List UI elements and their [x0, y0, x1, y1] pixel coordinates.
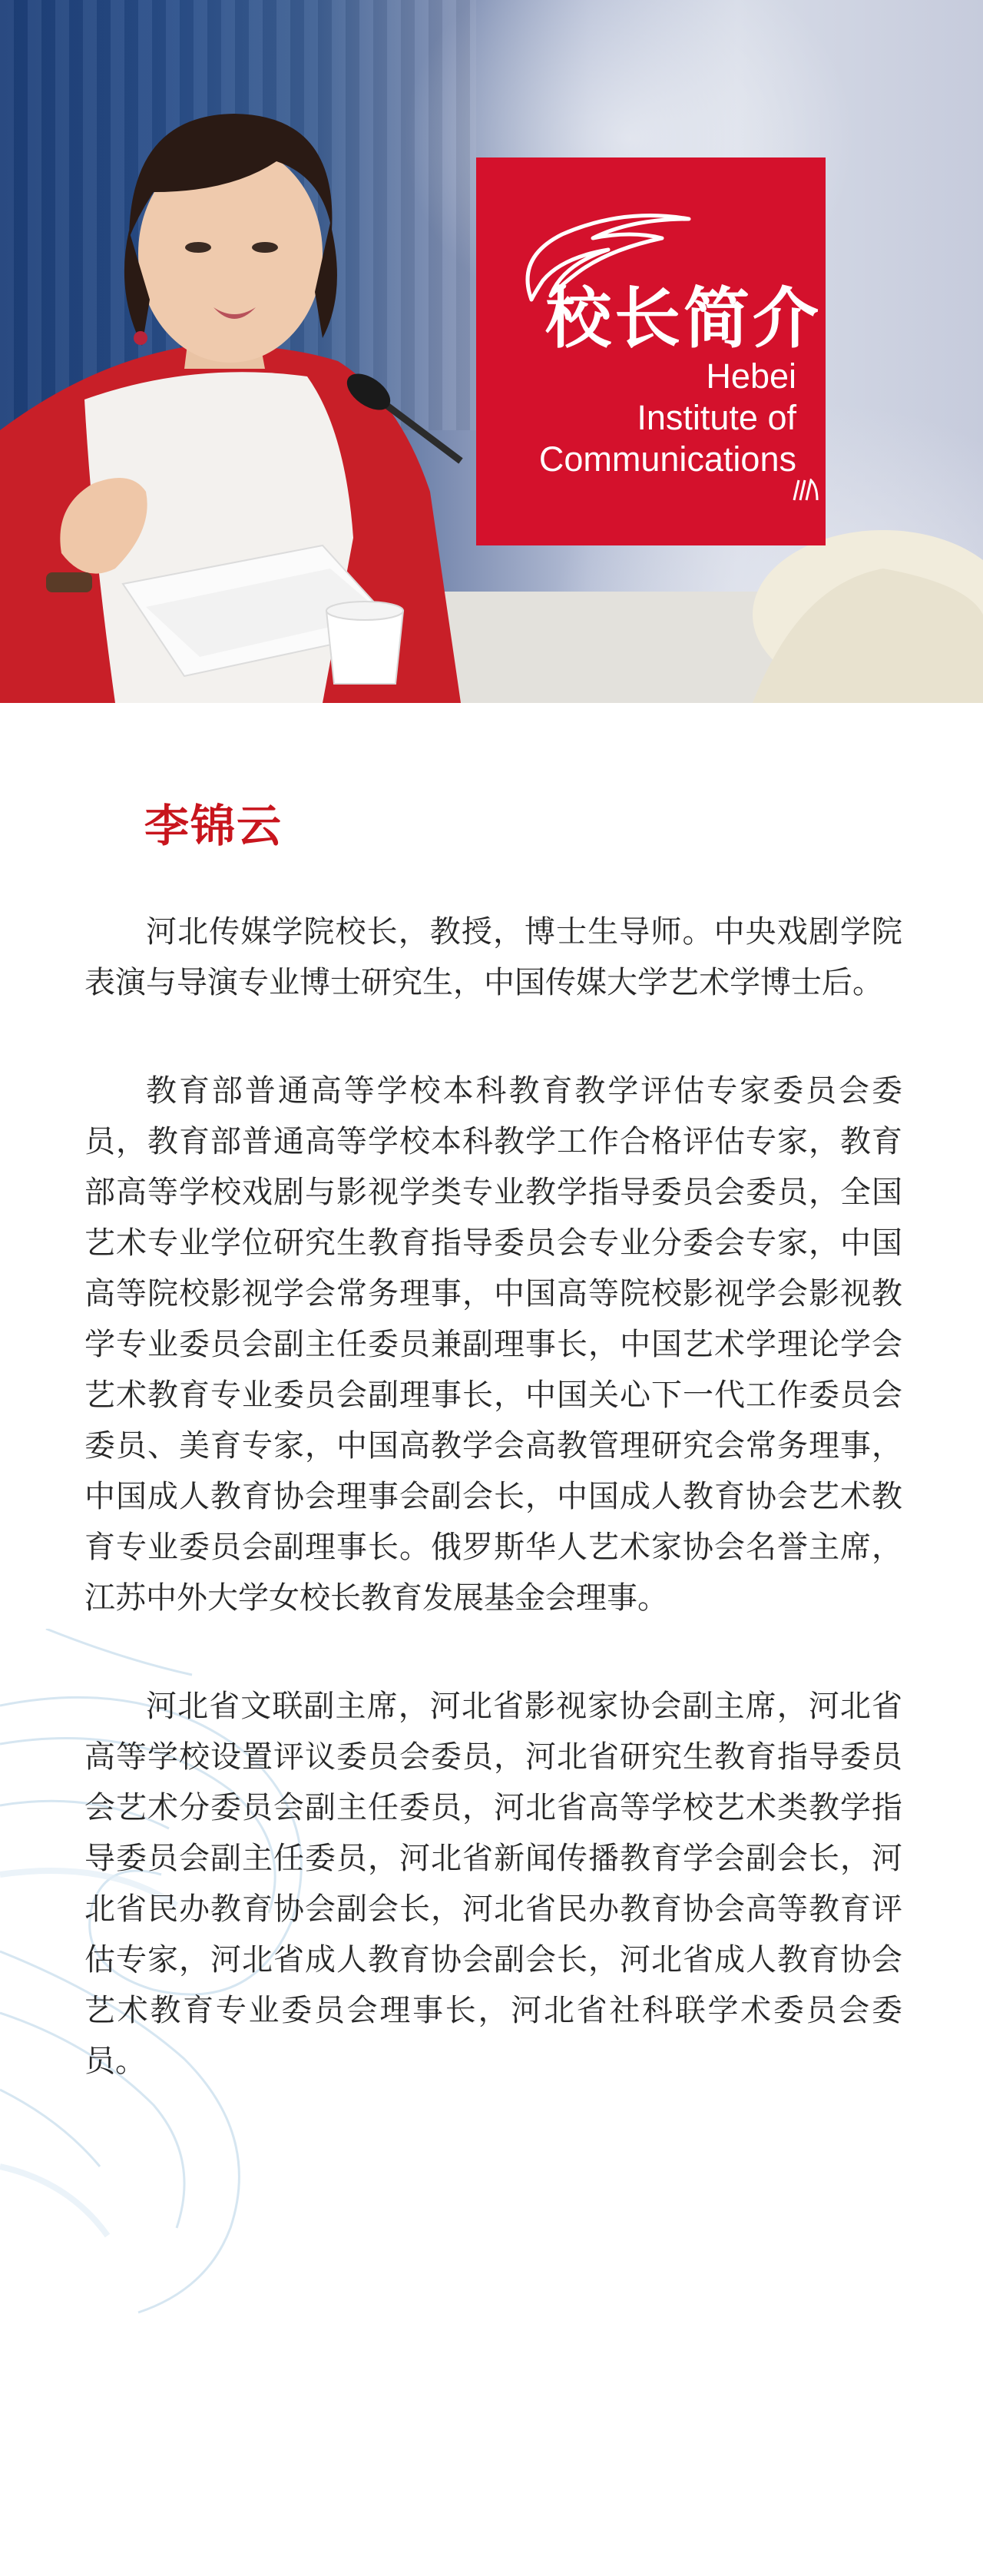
bio-paragraph: 河北省文联副主席，河北省影视家协会副主席，河北省高等学校设置评议委员会委员，河北省研究生教育指导委员会艺术分委员会副主任委员，河北省高等学校艺术类教学指导委员会副主任委员，河北省新闻传播教育学会副会长，河北省民办教育协会副会长，河北省民办教育协会高等教育评估专家，河北省成人教育协会副会长，河北省成人教育协会艺术教育专业委员会理事长，河北省社科联学术委员会委员。: [84, 1689, 902, 2079]
bio-paragraph: 河北传媒学院校长，教授，博士生导师。中央戏剧学院表演与导演专业博士研究生，中国传媒大学艺术学博士后。: [84, 914, 902, 1000]
institute-name-line: Institute of: [637, 398, 796, 437]
institute-name-line: Hebei: [706, 356, 796, 396]
institute-mark-icon: [791, 479, 819, 502]
president-name: 李锦云: [144, 800, 283, 852]
bio-content: [84, 907, 902, 2144]
header-photo: [0, 0, 983, 703]
institute-name-line: Communications: [538, 439, 796, 479]
bio-paragraph: 教育部普通高等学校本科教育教学评估专家委员会委员，教育部普通高等学校本科教学工作合格评估专家，教育部高等学校戏剧与影视学类专业教学指导委员会委员，全国艺术专业学位研究生教育指导委员会专业分委会专家，中国高等院校影视学会常务理事，中国高等院校影视学会影视教学专业委员会副主任委员兼副理事长，中国艺术学理论学会艺术教育专业委员会副理事长，中国关心下一代工作委员会委员、美育专家，中国高教学会高教管理研究会常务理事，中国成人教育协会理事会副会长，中国成人教育协会艺术教育专业委员会副理事长。俄罗斯华人艺术家协会名誉主席，江苏中外大学女校长教育发展基金会理事。: [84, 1073, 902, 1616]
page-title: 校长简介: [545, 280, 822, 357]
institute-name: [539, 356, 796, 480]
title-panel: [476, 157, 826, 545]
